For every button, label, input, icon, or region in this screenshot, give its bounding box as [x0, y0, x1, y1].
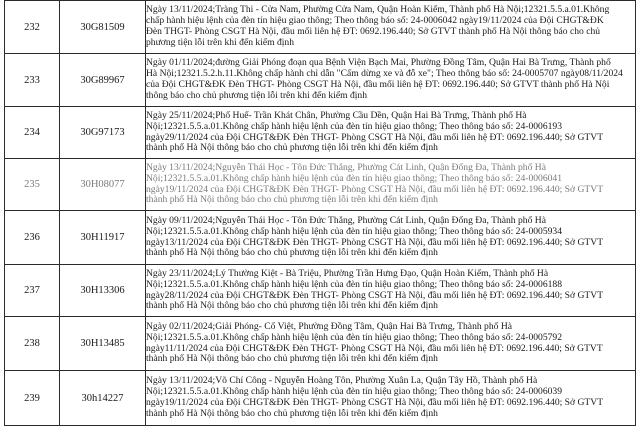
description-line: thành phố Hà Nội thông báo cho chủ phương tiện lỗi trên khi đến kiểm định	[146, 195, 438, 206]
table-row	[5, 159, 636, 211]
description-line: Ngày 01/11/2024;đường Giải Phóng đoạn qua Bệnh Viện Bạch Mai, Phường Đồng Tâm, Quận Hai Bà Trưng, Thành phố	[146, 58, 611, 69]
description-line: Ngày 23/11/2024;Lý Thường Kiệt - Bà Triệu, Phường Trần Hưng Đạo, Quận Hoàn Kiếm, Thành phố Hà	[146, 268, 549, 279]
row-number: 235	[5, 159, 60, 211]
license-plate: 30H13306	[60, 265, 146, 317]
description-line: phương tiện lỗi trên khi đến kiểm định	[146, 37, 295, 48]
description-line: ngày19/11/2024 của Đội CHGT&ĐK Đèn THGT- Phòng CSGT Hà Nội, đầu mối liên hệ ĐT: 0692.196.440; Sở GTVT	[146, 184, 604, 195]
description-line: thành phố Hà Nội thông báo cho chủ phương tiện lỗi trên khi đến kiểm định	[146, 248, 438, 259]
description-line: ngày19/11/2024 của Đội CHGT&ĐK Đèn THGT- Phòng CSGT Hà Nội, đầu mối liên hệ ĐT: 0692.196.440; Sở GTVT	[146, 398, 604, 408]
description-line: Nội;12321.5.5.a.01.Không chấp hành hiệu lệnh của đèn tín hiệu giao thông; Theo thông báo số: 24-0006193	[146, 121, 563, 132]
row-number: 233	[5, 54, 60, 107]
table-row	[5, 371, 636, 426]
license-plate: 30H08077	[60, 159, 146, 211]
violation-description	[146, 211, 636, 265]
table-row	[5, 54, 636, 107]
violation-description	[146, 317, 636, 371]
table-row	[5, 265, 636, 317]
license-plate: 30G89967	[60, 54, 146, 107]
row-number: 238	[5, 317, 60, 371]
description-line: Nội;12321.5.5.a.01.Không chấp hành hiệu lệnh của đèn tín hiệu giao thông; Theo thông báo số: 24-0006039	[146, 387, 563, 398]
description-line: Ngày 25/11/2024;Phố Huế- Trần Khát Chân, Phường Cầu Dền, Quận Hai Bà Trưng, Thành phố Hà	[146, 110, 527, 121]
row-number: 237	[5, 265, 60, 317]
row-number: 232	[5, 1, 60, 54]
description-line: Nội;12321.5.5.a.01.Không chấp hành hiệu lệnh của đèn tín hiệu giao thông; Theo thông báo số: 24-0006188	[146, 279, 563, 290]
license-plate: 30h14227	[60, 371, 146, 426]
license-plate: 30H11917	[60, 211, 146, 265]
description-line: ngày11/11/2024 của Đội CHGT&ĐK Đèn THGT- Phòng CSGT Hà Nội, đầu mối liên hệ ĐT: 0692.196.440; Sở GTVT	[146, 343, 603, 354]
violation-description	[146, 159, 636, 211]
description-line: thành phố Hà Nội thông báo cho chủ phương tiện lỗi trên khi đến kiểm định	[146, 143, 438, 154]
description-line: Ngày 09/11/2024;Nguyễn Thái Học - Tôn Đức Thắng, Phường Cát Linh, Quận Đống Đa, Thành phố Hà	[146, 215, 546, 226]
violation-description	[146, 54, 636, 107]
description-line: ngày13/11/2024 của Đội CHGT&ĐK Đèn THGT- Phòng CSGT Hà Nội, đầu mối liên hệ ĐT: 0692.196.440; Sở GTVT	[146, 237, 604, 248]
violation-description	[146, 1, 636, 54]
violation-table	[4, 0, 636, 426]
license-plate: 30H13485	[60, 317, 146, 371]
license-plate: 30G81509	[60, 1, 146, 54]
description-line: Ngày 13/11/2024;Võ Chí Công - Nguyễn Hoàng Tôn, Phường Xuân La, Quận Tây Hồ, Thành phố Hà	[146, 376, 538, 387]
description-line: thành phố Hà Nội thông báo cho chủ phương tiện lỗi trên khi đến kiểm định	[146, 354, 438, 365]
row-number: 234	[5, 107, 60, 159]
row-number: 236	[5, 211, 60, 265]
description-line: của Đội CHGT&ĐK Đèn THGT- Phòng CSGT Hà Nội, đầu mối liên hệ ĐT: 0692.196.440; Sở GTVT thành phố Hà Nội	[146, 80, 610, 90]
description-line: thành phố Hà Nội thông báo cho chủ phương tiện lỗi trên khi đến kiểm định	[146, 301, 438, 312]
description-line: thông báo cho chủ phương tiện lỗi trên khi đến kiểm định	[146, 90, 368, 101]
description-line: Đèn THGT- Phòng CSGT Hà Nội, đầu mối liên hệ ĐT: 0692.196.440; Sở GTVT thành phố Hà Nội thông báo cho chủ	[146, 27, 601, 37]
table-row	[5, 211, 636, 265]
description-line: Ngày 02/11/2024;Giải Phóng- Cổ Việt, Phường Đồng Tâm, Quận Hai Bà Trưng, Thành phố Hà	[146, 321, 513, 332]
license-plate: 30G97173	[60, 107, 146, 159]
description-line: ngày29/11/2024 của Đội CHGT&ĐK Đèn THGT- Phòng CSGT Hà Nội, đầu mối liên hệ ĐT: 0692.196.440; Sở GTVT	[146, 132, 604, 143]
table-row	[5, 107, 636, 159]
violation-description	[146, 371, 636, 426]
description-line: Nội;12321.5.5.a.01.Không chấp hành hiệu lệnh của đèn tín hiệu giao thông; Theo thông báo số: 24-0005792	[146, 332, 563, 343]
description-line: chấp hành hiệu lệnh của đèn tín hiệu giao thông; Theo thông báo số: 24-0006042 ngày19/11/2024 của Đội CHGT&ĐK	[146, 16, 604, 27]
violation-table-body	[5, 1, 636, 426]
table-row	[5, 1, 636, 54]
violation-description	[146, 265, 636, 317]
description-line: Ngày 13/11/2024;Nguyễn Thái Học - Tôn Đức Thắng, Phường Cát Linh, Quận Đống Đa, Thành phố Hà	[146, 162, 546, 173]
description-line: Nội;12321.5.5.a.01.Không chấp hành hiệu lệnh của đèn tín hiệu giao thông; Theo thông báo số: 24-0005934	[146, 226, 563, 237]
description-line: Hà Nội;12321.5.2.h.11.Không chấp hành chỉ dẫn "Cấm dừng xe và đỗ xe"; Theo thông báo số: 24-0005707 ngày08/11/2024	[146, 69, 623, 80]
description-line: Nội;12321.5.5.a.01.Không chấp hành hiệu lệnh của đèn tín hiệu giao thông; Theo thông báo số: 24-0006041	[146, 173, 563, 184]
violation-description	[146, 107, 636, 159]
description-line: thành phố Hà Nội thông báo cho chủ phương tiện lỗi trên khi đến kiểm định	[146, 408, 438, 419]
description-line: ngày28/11/2024 của Đội CHGT&ĐK Đèn THGT- Phòng CSGT Hà Nội, đầu mối liên hệ ĐT: 0692.196.440; Sở GTVT	[146, 290, 604, 301]
description-line: Ngày 13/11/2024;Tràng Thi - Cửa Nam, Phường Cửa Nam, Quận Hoàn Kiếm, Thành phố Hà Nội;12321.5.5.a.01.Không	[146, 5, 610, 16]
row-number: 239	[5, 371, 60, 426]
table-row	[5, 317, 636, 371]
